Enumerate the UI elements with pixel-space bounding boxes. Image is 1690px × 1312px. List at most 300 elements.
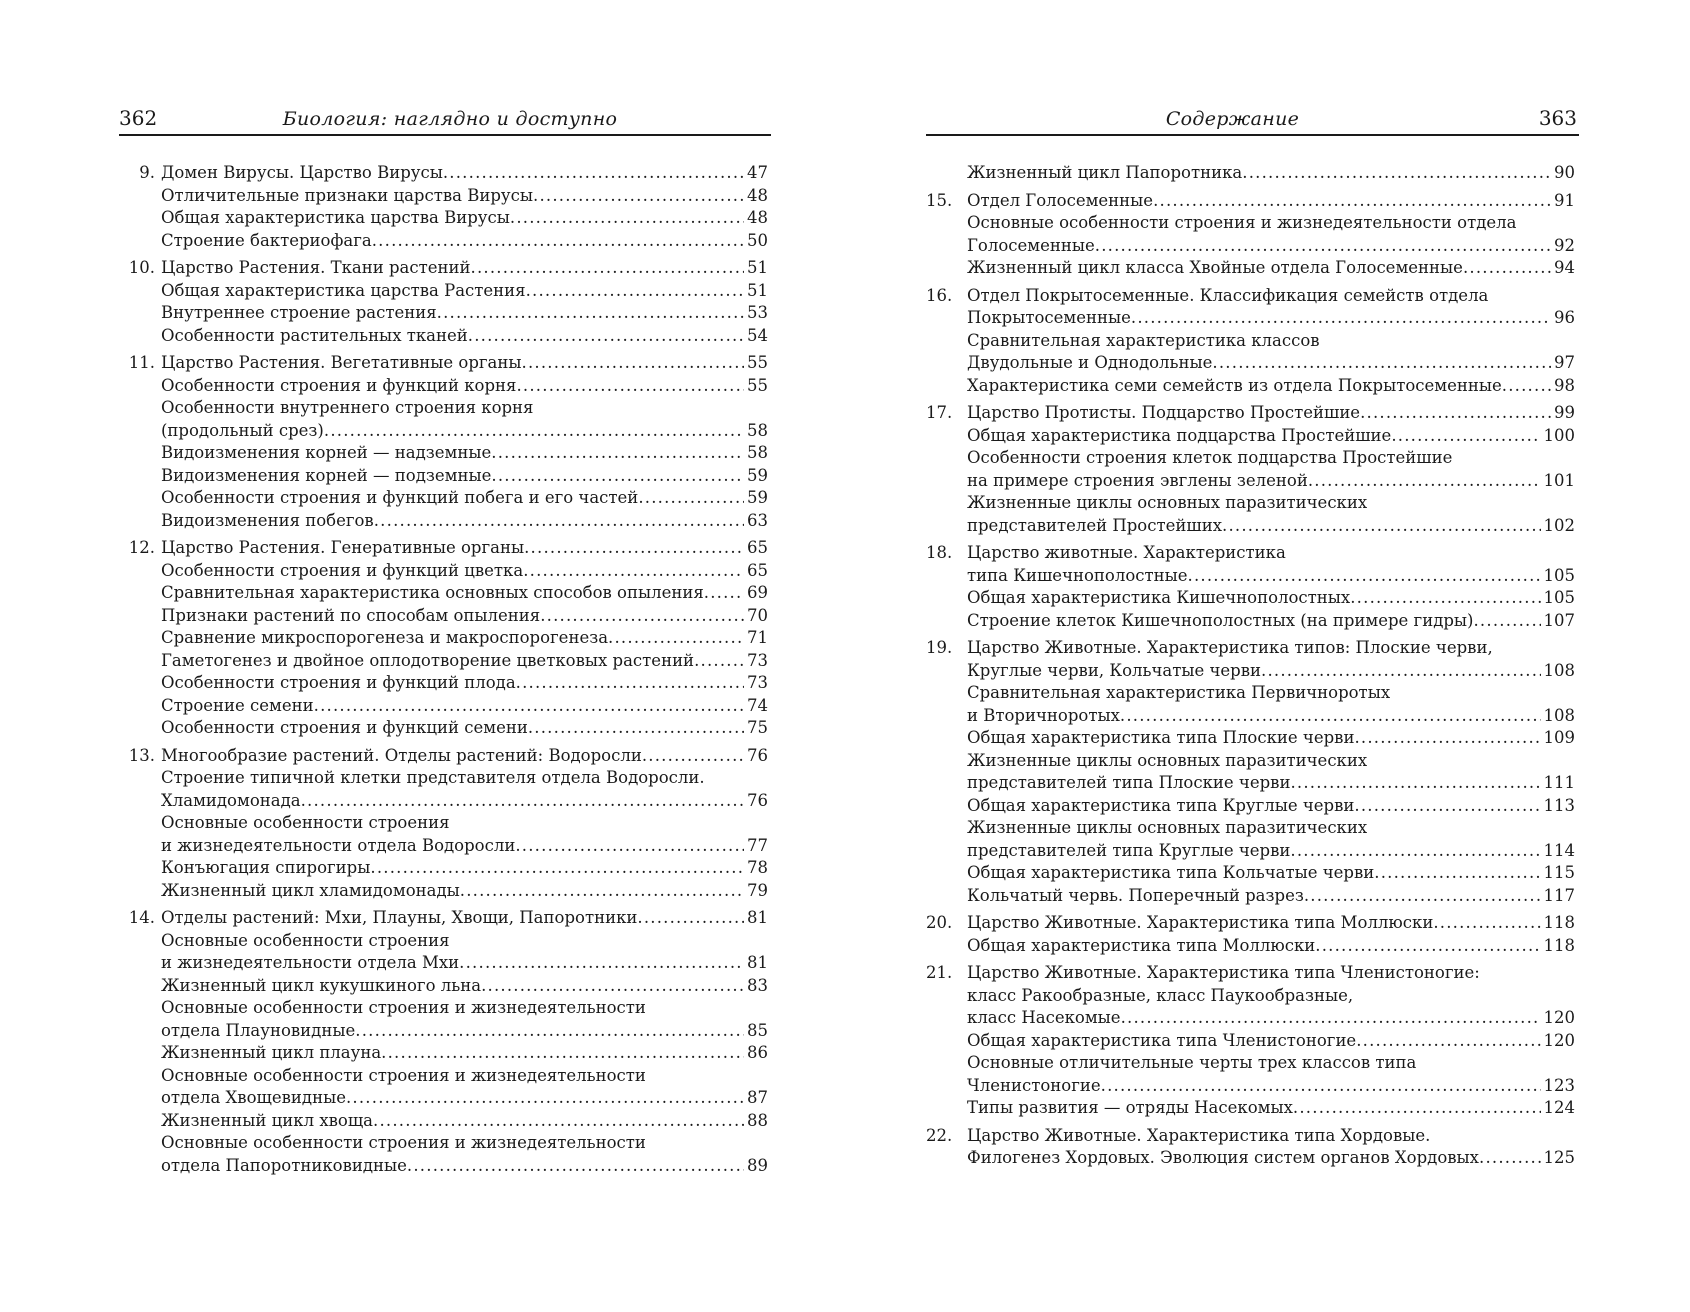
entry-title: Признаки растений по способам опыления bbox=[161, 605, 541, 625]
entry-title: Гаметогенез и двойное оплодотворение цветковых растений bbox=[161, 650, 695, 670]
toc-chapter bbox=[926, 962, 1575, 1120]
entry-page-number: 81 bbox=[747, 953, 768, 972]
toc-entry bbox=[967, 862, 1575, 885]
entry-page-number: 114 bbox=[1543, 840, 1575, 860]
entry-page-number: 78 bbox=[747, 858, 768, 877]
entry-leader-line bbox=[161, 1087, 768, 1110]
chapter-items bbox=[967, 190, 1575, 280]
entry-leader-line bbox=[161, 257, 768, 280]
entry-leader-line bbox=[967, 235, 1575, 258]
entry-page-number: 71 bbox=[747, 628, 768, 647]
entry-leader-line bbox=[161, 442, 768, 465]
toc-chapter bbox=[926, 1125, 1575, 1170]
entry-page-number: 92 bbox=[1554, 235, 1575, 255]
entry-text-line: Основные особенности строения и жизнедеятельности отдела bbox=[967, 213, 1517, 232]
dot-leader bbox=[443, 162, 744, 185]
dot-leader bbox=[1391, 425, 1540, 448]
entry-page-number: 97 bbox=[1554, 353, 1575, 372]
entry-leader-line bbox=[161, 1155, 768, 1178]
toc-entry bbox=[967, 817, 1575, 862]
toc-entry bbox=[967, 682, 1575, 727]
entry-page-number: 70 bbox=[747, 605, 768, 625]
dot-leader bbox=[1188, 565, 1541, 588]
entry-title: Царство Растения. Ткани растений bbox=[161, 258, 471, 277]
toc-chapter bbox=[926, 542, 1575, 632]
toc-entry bbox=[161, 627, 768, 650]
entry-page-number: 77 bbox=[747, 835, 768, 855]
dot-leader bbox=[1121, 1007, 1541, 1030]
dot-leader bbox=[468, 325, 744, 348]
dot-leader bbox=[533, 185, 744, 208]
dot-leader bbox=[1315, 935, 1540, 958]
entry-leader-line bbox=[967, 257, 1575, 280]
chapter-number: 10. bbox=[128, 258, 155, 277]
entry-page-number: 59 bbox=[747, 465, 768, 485]
toc-chapter bbox=[119, 352, 768, 532]
entry-title: Общая характеристика типа Кольчатые черви bbox=[967, 863, 1375, 882]
entry-text-line: Строение типичной клетки представителя отдела Водоросли. bbox=[161, 768, 705, 787]
entry-leader-line bbox=[161, 907, 768, 930]
entry-leader-line bbox=[161, 582, 768, 605]
entry-page-number: 50 bbox=[747, 230, 768, 250]
entry-page-number: 73 bbox=[747, 673, 768, 692]
entry-leader-line bbox=[967, 610, 1575, 633]
entry-leader-line bbox=[967, 565, 1575, 588]
entry-leader-line bbox=[967, 885, 1575, 908]
entry-page-number: 74 bbox=[747, 695, 768, 715]
toc-entry bbox=[967, 587, 1575, 610]
dot-leader bbox=[459, 952, 744, 975]
entry-text-line: Царство животные. Характеристика bbox=[967, 543, 1286, 562]
entry-leader-line bbox=[967, 1007, 1575, 1030]
entry-title: Хламидомонада bbox=[161, 790, 301, 810]
entry-title: типа Кишечнополостные bbox=[967, 565, 1188, 585]
dot-leader bbox=[1153, 190, 1551, 213]
entry-page-number: 51 bbox=[747, 258, 768, 277]
dot-leader bbox=[515, 835, 744, 858]
toc-entry bbox=[161, 907, 768, 930]
toc-entry bbox=[161, 695, 768, 718]
entry-leader-line bbox=[161, 627, 768, 650]
entry-title: и жизнедеятельности отдела Водоросли bbox=[161, 835, 516, 855]
dot-leader bbox=[374, 510, 744, 533]
chapter-items bbox=[161, 907, 768, 1177]
dot-leader bbox=[491, 442, 744, 465]
entry-leader-line bbox=[161, 835, 768, 858]
entry-leader-line bbox=[967, 1097, 1575, 1120]
toc-chapter bbox=[119, 745, 768, 903]
entry-leader-line bbox=[967, 840, 1575, 863]
toc-chapter bbox=[926, 637, 1575, 907]
page-number: 363 bbox=[1538, 106, 1577, 130]
entry-leader-line bbox=[967, 515, 1575, 538]
dot-leader bbox=[522, 352, 744, 375]
dot-leader bbox=[1473, 610, 1540, 633]
toc-entry bbox=[161, 537, 768, 560]
dot-leader bbox=[1131, 307, 1551, 330]
entry-title: Отдел Голосеменные bbox=[967, 190, 1154, 210]
entry-text-line: Сравнительная характеристика Первичноротых bbox=[967, 683, 1391, 702]
entry-title: Царство Животные. Характеристика типа Моллюски bbox=[967, 913, 1434, 932]
entry-page-number: 108 bbox=[1543, 705, 1575, 725]
entry-leader-line bbox=[967, 660, 1575, 683]
toc-entry bbox=[161, 465, 768, 488]
chapter-number: 9. bbox=[139, 163, 155, 182]
entry-title: Жизненный цикл класса Хвойные отдела Голосеменные bbox=[967, 258, 1463, 277]
entry-leader-line bbox=[967, 705, 1575, 728]
toc-chapter bbox=[119, 257, 768, 347]
entry-leader-line bbox=[967, 162, 1575, 185]
entry-page-number: 53 bbox=[747, 303, 768, 322]
entry-page-number: 85 bbox=[747, 1020, 768, 1040]
chapter-items bbox=[161, 537, 768, 740]
running-title: Содержание bbox=[1165, 108, 1300, 130]
entry-page-number: 55 bbox=[747, 375, 768, 395]
entry-page-number: 98 bbox=[1554, 375, 1575, 395]
entry-leader-line bbox=[967, 352, 1575, 375]
entry-page-number: 47 bbox=[747, 163, 768, 182]
chapter-number: 19. bbox=[926, 638, 953, 657]
toc-entry bbox=[967, 795, 1575, 818]
chapter-items bbox=[161, 162, 768, 252]
entry-page-number: 123 bbox=[1543, 1075, 1575, 1095]
entry-page-number: 75 bbox=[747, 718, 768, 737]
entry-text-line: Жизненные циклы основных паразитических bbox=[967, 818, 1368, 837]
entry-text-line: Основные особенности строения bbox=[161, 930, 450, 950]
dot-leader bbox=[1502, 375, 1551, 398]
dot-leader bbox=[1101, 1075, 1541, 1098]
entry-leader-line bbox=[967, 402, 1575, 425]
entry-title: Строение бактериофага bbox=[161, 230, 372, 250]
entry-leader-line bbox=[161, 302, 768, 325]
dot-leader bbox=[324, 420, 744, 443]
entry-title: Особенности строения и функций семени bbox=[161, 718, 528, 737]
toc-entry bbox=[967, 1052, 1575, 1097]
entry-title: Общая характеристика Кишечнополостных bbox=[967, 588, 1351, 607]
toc-entry bbox=[161, 745, 768, 768]
toc-entry bbox=[161, 185, 768, 208]
toc-entry bbox=[161, 510, 768, 533]
dot-leader bbox=[526, 280, 744, 303]
entry-text-line: Особенности внутреннего строения корня bbox=[161, 398, 534, 417]
entry-page-number: 113 bbox=[1543, 795, 1575, 815]
toc-chapter bbox=[926, 162, 1575, 185]
toc-entry bbox=[161, 717, 768, 740]
dot-leader bbox=[1433, 912, 1540, 935]
entry-text-line: класс Ракообразные, класс Паукообразные, bbox=[967, 985, 1354, 1005]
toc-chapter bbox=[926, 285, 1575, 398]
dot-leader bbox=[301, 790, 744, 813]
dot-leader bbox=[471, 257, 744, 280]
entry-leader-line bbox=[967, 425, 1575, 448]
dot-leader bbox=[1120, 705, 1541, 728]
entry-page-number: 65 bbox=[747, 538, 768, 557]
entry-title: Особенности строения и функций побега и его частей bbox=[161, 488, 639, 507]
dot-leader bbox=[524, 537, 744, 560]
toc-entry bbox=[967, 885, 1575, 908]
entry-title: Сравнение микроспорогенеза и макроспорогенеза bbox=[161, 628, 609, 647]
entry-text-line: Царство Животные. Характеристика типа Хордовые. bbox=[967, 1125, 1431, 1145]
entry-leader-line bbox=[161, 952, 768, 975]
entry-title: Домен Вирусы. Царство Вирусы bbox=[161, 163, 443, 182]
entry-page-number: 81 bbox=[747, 908, 768, 927]
entry-page-number: 89 bbox=[747, 1155, 768, 1175]
toc-entry bbox=[161, 397, 768, 442]
entry-page-number: 115 bbox=[1543, 863, 1575, 882]
toc-entry bbox=[967, 750, 1575, 795]
toc-entry bbox=[161, 487, 768, 510]
page-header bbox=[926, 104, 1579, 136]
toc-chapter bbox=[926, 190, 1575, 280]
chapter-items bbox=[967, 402, 1575, 537]
entry-title: Особенности строения и функций корня bbox=[161, 375, 517, 395]
entry-title: Строение клеток Кишечнополостных (на примере гидры) bbox=[967, 610, 1474, 630]
entry-title: Особенности растительных тканей bbox=[161, 325, 468, 345]
entry-text-line: Основные особенности строения и жизнедеятельности bbox=[161, 1065, 646, 1085]
entry-page-number: 76 bbox=[747, 745, 768, 765]
entry-page-number: 48 bbox=[747, 185, 768, 205]
entry-page-number: 101 bbox=[1543, 470, 1575, 490]
dot-leader bbox=[1354, 727, 1540, 750]
dot-leader bbox=[1222, 515, 1540, 538]
dot-leader bbox=[1463, 257, 1551, 280]
dot-leader bbox=[1212, 352, 1551, 375]
entry-leader-line bbox=[161, 352, 768, 375]
page-header bbox=[119, 104, 771, 136]
dot-leader bbox=[528, 717, 744, 740]
chapter-number: 16. bbox=[926, 285, 953, 305]
toc-entry bbox=[967, 492, 1575, 537]
entry-leader-line bbox=[161, 1110, 768, 1133]
entry-leader-line bbox=[967, 935, 1575, 958]
chapter-items bbox=[967, 162, 1575, 185]
entry-page-number: 120 bbox=[1543, 1030, 1575, 1050]
chapter-items bbox=[967, 912, 1575, 957]
entry-page-number: 102 bbox=[1543, 515, 1575, 535]
entry-leader-line bbox=[161, 672, 768, 695]
entry-title: Строение семени bbox=[161, 695, 314, 715]
entry-page-number: 105 bbox=[1543, 565, 1575, 585]
toc-chapter bbox=[926, 912, 1575, 957]
entry-page-number: 125 bbox=[1543, 1148, 1575, 1167]
toc-entry bbox=[161, 672, 768, 695]
dot-leader bbox=[516, 375, 744, 398]
toc-entry bbox=[161, 767, 768, 812]
dot-leader bbox=[638, 487, 744, 510]
dot-leader bbox=[642, 745, 744, 768]
entry-title: представителей типа Круглые черви bbox=[967, 840, 1291, 860]
dot-leader bbox=[373, 1110, 744, 1133]
entry-title: Общая характеристика типа Плоские черви bbox=[967, 728, 1355, 747]
entry-page-number: 111 bbox=[1543, 773, 1575, 792]
entry-title: Отличительные признаки царства Вирусы bbox=[161, 185, 533, 205]
dot-leader bbox=[1360, 402, 1551, 425]
toc-chapter bbox=[926, 402, 1575, 537]
toc-entry bbox=[161, 560, 768, 583]
entry-title: Отделы растений: Мхи, Плауны, Хвощи, Папоротники bbox=[161, 908, 638, 927]
entry-leader-line bbox=[161, 605, 768, 628]
dot-leader bbox=[540, 605, 744, 628]
entry-leader-line bbox=[161, 857, 768, 880]
entry-page-number: 63 bbox=[747, 510, 768, 530]
entry-title: Общая характеристика типа Круглые черви bbox=[967, 795, 1355, 815]
entry-leader-line bbox=[161, 717, 768, 740]
toc-entry bbox=[967, 447, 1575, 492]
toc-entry bbox=[161, 857, 768, 880]
entry-page-number: 55 bbox=[747, 353, 768, 372]
dot-leader bbox=[381, 1042, 744, 1065]
chapter-items bbox=[161, 352, 768, 532]
entry-leader-line bbox=[161, 465, 768, 488]
entry-page-number: 107 bbox=[1543, 610, 1575, 630]
toc-entry bbox=[161, 1110, 768, 1133]
entry-title: и Вторичноротых bbox=[967, 705, 1120, 725]
entry-leader-line bbox=[967, 1075, 1575, 1098]
toc-entry bbox=[967, 330, 1575, 375]
toc-entry bbox=[161, 650, 768, 673]
entry-page-number: 88 bbox=[747, 1110, 768, 1130]
entry-title: Многообразие растений. Отделы растений: Водоросли bbox=[161, 745, 642, 765]
entry-title: и жизнедеятельности отдела Мхи bbox=[161, 953, 460, 972]
entry-title: Характеристика семи семейств из отдела Покрытосеменные bbox=[967, 375, 1502, 395]
toc-entry bbox=[967, 375, 1575, 398]
toc-entry bbox=[967, 257, 1575, 280]
entry-page-number: 83 bbox=[747, 975, 768, 995]
toc-entry bbox=[967, 935, 1575, 958]
chapter-number: 14. bbox=[128, 908, 155, 927]
table-of-contents bbox=[119, 162, 768, 1182]
dot-leader bbox=[1350, 587, 1540, 610]
entry-title: Типы развития — отряды Насекомых bbox=[967, 1098, 1293, 1117]
toc-chapter bbox=[119, 537, 768, 740]
entry-title: Особенности строения и функций цветка bbox=[161, 560, 524, 580]
entry-leader-line bbox=[161, 745, 768, 768]
entry-text-line: Основные особенности строения bbox=[161, 813, 450, 832]
chapter-items bbox=[161, 745, 768, 903]
toc-entry bbox=[967, 610, 1575, 633]
toc-entry bbox=[161, 1132, 768, 1177]
dot-leader bbox=[1304, 885, 1541, 908]
entry-text-line: Особенности строения клеток подцарства Простейшие bbox=[967, 448, 1453, 467]
left-page bbox=[119, 0, 771, 1312]
toc-chapter bbox=[119, 162, 768, 252]
entry-title: Внутреннее строение растения bbox=[161, 303, 437, 322]
toc-entry bbox=[161, 375, 768, 398]
entry-page-number: 120 bbox=[1543, 1008, 1575, 1027]
entry-leader-line bbox=[161, 420, 768, 443]
toc-entry bbox=[967, 912, 1575, 935]
toc-chapter bbox=[119, 907, 768, 1177]
entry-leader-line bbox=[161, 325, 768, 348]
entry-title: Жизненный цикл плауна bbox=[161, 1043, 382, 1062]
entry-leader-line bbox=[967, 1030, 1575, 1053]
entry-page-number: 59 bbox=[747, 488, 768, 507]
entry-leader-line bbox=[161, 487, 768, 510]
chapter-items bbox=[967, 637, 1575, 907]
toc-entry bbox=[967, 190, 1575, 213]
dot-leader bbox=[407, 1155, 744, 1178]
entry-leader-line bbox=[967, 190, 1575, 213]
entry-leader-line bbox=[967, 470, 1575, 493]
entry-text-line: Жизненные циклы основных паразитических bbox=[967, 493, 1368, 512]
entry-title: Круглые черви, Кольчатые черви bbox=[967, 660, 1262, 680]
chapter-number: 12. bbox=[128, 538, 155, 557]
entry-leader-line bbox=[161, 790, 768, 813]
entry-leader-line bbox=[161, 280, 768, 303]
toc-entry bbox=[967, 1125, 1575, 1170]
dot-leader bbox=[637, 907, 744, 930]
entry-leader-line bbox=[967, 862, 1575, 885]
toc-entry bbox=[161, 975, 768, 998]
entry-title: Общая характеристика типа Моллюски bbox=[967, 935, 1316, 955]
entry-leader-line bbox=[967, 1147, 1575, 1170]
toc-entry bbox=[967, 285, 1575, 330]
entry-leader-line bbox=[967, 727, 1575, 750]
toc-entry bbox=[967, 212, 1575, 257]
entry-leader-line bbox=[967, 795, 1575, 818]
entry-page-number: 124 bbox=[1543, 1098, 1575, 1117]
toc-entry bbox=[161, 812, 768, 857]
entry-title: Особенности строения и функций плода bbox=[161, 673, 516, 692]
toc-entry bbox=[161, 1042, 768, 1065]
entry-text-line: Царство Животные. Характеристика типов: Плоские черви, bbox=[967, 638, 1493, 657]
dot-leader bbox=[516, 672, 744, 695]
dot-leader bbox=[510, 207, 744, 230]
entry-title: (продольный срез) bbox=[161, 420, 324, 440]
entry-title: Покрытосеменные bbox=[967, 308, 1131, 327]
entry-title: Жизненный цикл хламидомонады bbox=[161, 880, 460, 900]
dot-leader bbox=[1354, 795, 1540, 818]
entry-page-number: 51 bbox=[747, 280, 768, 300]
entry-text-line: Отдел Покрытосеменные. Классификация семейств отдела bbox=[967, 285, 1489, 305]
dot-leader bbox=[346, 1087, 744, 1110]
chapter-items bbox=[967, 542, 1575, 632]
entry-page-number: 118 bbox=[1543, 935, 1575, 955]
entry-leader-line bbox=[161, 510, 768, 533]
entry-title: Царство Растения. Вегетативные органы bbox=[161, 353, 522, 372]
dot-leader bbox=[460, 880, 744, 903]
entry-page-number: 58 bbox=[747, 443, 768, 462]
entry-title: Сравнительная характеристика основных способов опыления bbox=[161, 583, 704, 602]
entry-title: Голосеменные bbox=[967, 235, 1095, 255]
dot-leader bbox=[1095, 235, 1551, 258]
entry-title: Кольчатый червь. Поперечный разрез bbox=[967, 885, 1304, 905]
right-page bbox=[926, 0, 1579, 1312]
dot-leader bbox=[694, 650, 744, 673]
dot-leader bbox=[437, 302, 744, 325]
toc-entry bbox=[967, 542, 1575, 587]
entry-page-number: 96 bbox=[1554, 308, 1575, 327]
dot-leader bbox=[1242, 162, 1551, 185]
entry-title: отдела Хвощевидные bbox=[161, 1088, 346, 1107]
dot-leader bbox=[1374, 862, 1540, 885]
entry-title: Филогенез Хордовых. Эволюция систем органов Хордовых bbox=[967, 1148, 1479, 1167]
entry-title: Общая характеристика царства Растения bbox=[161, 280, 526, 300]
entry-leader-line bbox=[161, 1042, 768, 1065]
toc-entry bbox=[161, 257, 768, 280]
entry-page-number: 90 bbox=[1554, 163, 1575, 182]
entry-title: Двудольные и Однодольные bbox=[967, 353, 1213, 372]
toc-entry bbox=[161, 582, 768, 605]
toc-entry bbox=[967, 637, 1575, 682]
entry-title: Общая характеристика подцарства Простейшие bbox=[967, 425, 1392, 445]
entry-title: отдела Плауновидные bbox=[161, 1020, 356, 1040]
entry-page-number: 99 bbox=[1554, 403, 1575, 422]
entry-page-number: 109 bbox=[1543, 728, 1575, 747]
chapter-number: 21. bbox=[926, 963, 953, 982]
entry-title: представителей Простейших bbox=[967, 515, 1223, 535]
entry-text-line: Сравнительная характеристика классов bbox=[967, 330, 1320, 350]
